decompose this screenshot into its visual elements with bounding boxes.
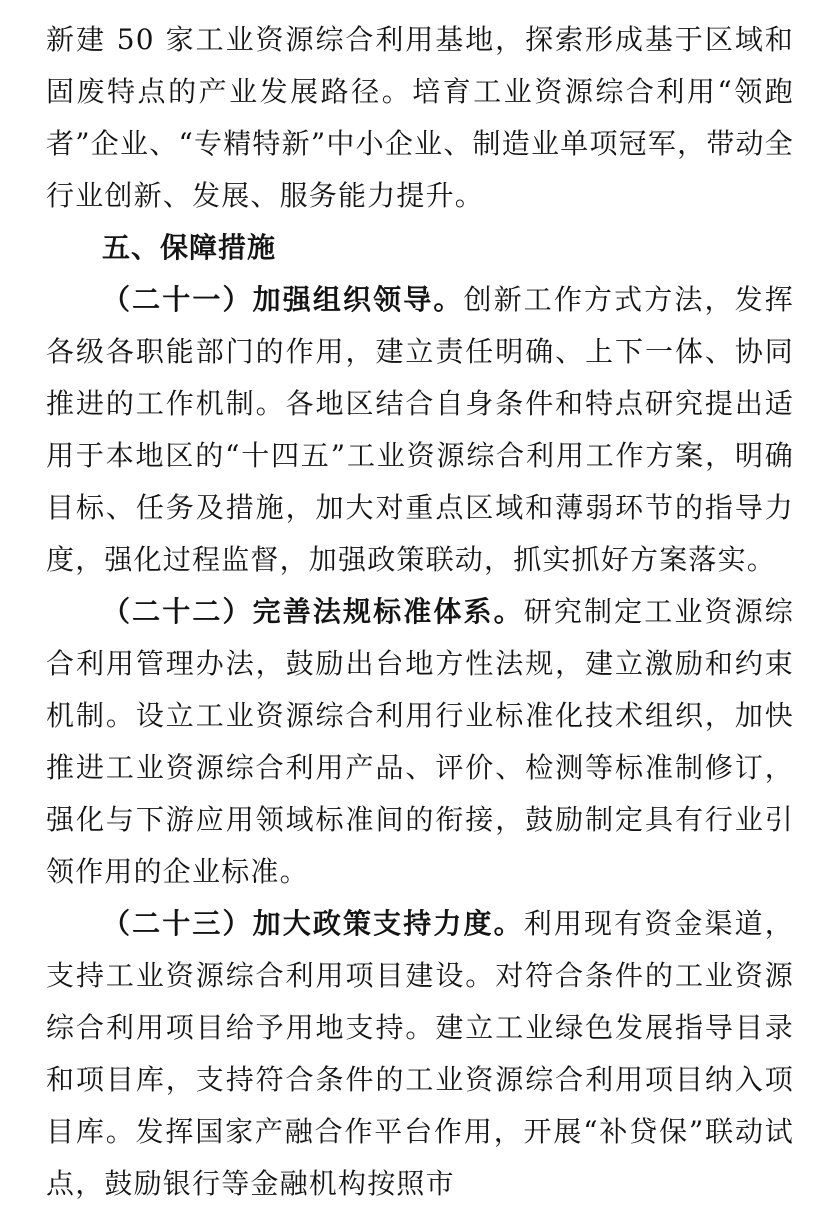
paragraph-lead: （二十三）加大政策支持力度。	[102, 907, 524, 940]
paragraph-text: 创新工作方式方法，发挥各级各职能部门的作用，建立责任明确、上下一体、协同推进的工作机制。各地区结合自身条件和特点研究提出适用于本地区的“十四五”工业资源综合利用工作方案，明确目标、任务及措施，加大对重点区域和薄弱环节的指导力度，强化过程监督，加强政策联动，抓实抓好方案落实。	[46, 283, 795, 576]
paragraph-text: 利用现有资金渠道，支持工业资源综合利用项目建设。对符合条件的工业资源综合利用项目给予用地支持。建立工业绿色发展指导目录和项目库，支持符合条件的工业资源综合利用项目纳入项目库。发挥国家产融合作平台作用，开展“补贷保”联动试点，鼓励银行等金融机构按照市	[46, 907, 794, 1200]
paragraph-regulations-standards	[46, 586, 794, 898]
paragraph-organization-leadership	[46, 274, 794, 586]
paragraph-text: 新建 50 家工业资源综合利用基地，探索形成基于区域和固废特点的产业发展路径。培育工业资源综合利用“领跑者”企业、“专精特新”中小企业、制造业单项冠军，带动全行业创新、发展、服务能力提升。	[46, 23, 794, 212]
section-heading-safeguards: 五、保障措施	[102, 231, 277, 264]
paragraph-text: 研究制定工业资源综合利用管理办法，鼓励出台地方性法规，建立激励和约束机制。设立工业资源综合利用行业标准化技术组织，加快推进工业资源综合利用产品、评价、检测等标准制修订，强化与下游应用领域标准间的衔接，鼓励制定具有行业引领作用的企业标准。	[46, 595, 794, 888]
paragraph-industrial-bases	[46, 14, 794, 222]
paragraph-policy-support	[46, 898, 794, 1210]
paragraph-lead: （二十二）完善法规标准体系。	[102, 595, 524, 628]
paragraph-lead: （二十一）加强组织领导。	[102, 283, 464, 316]
